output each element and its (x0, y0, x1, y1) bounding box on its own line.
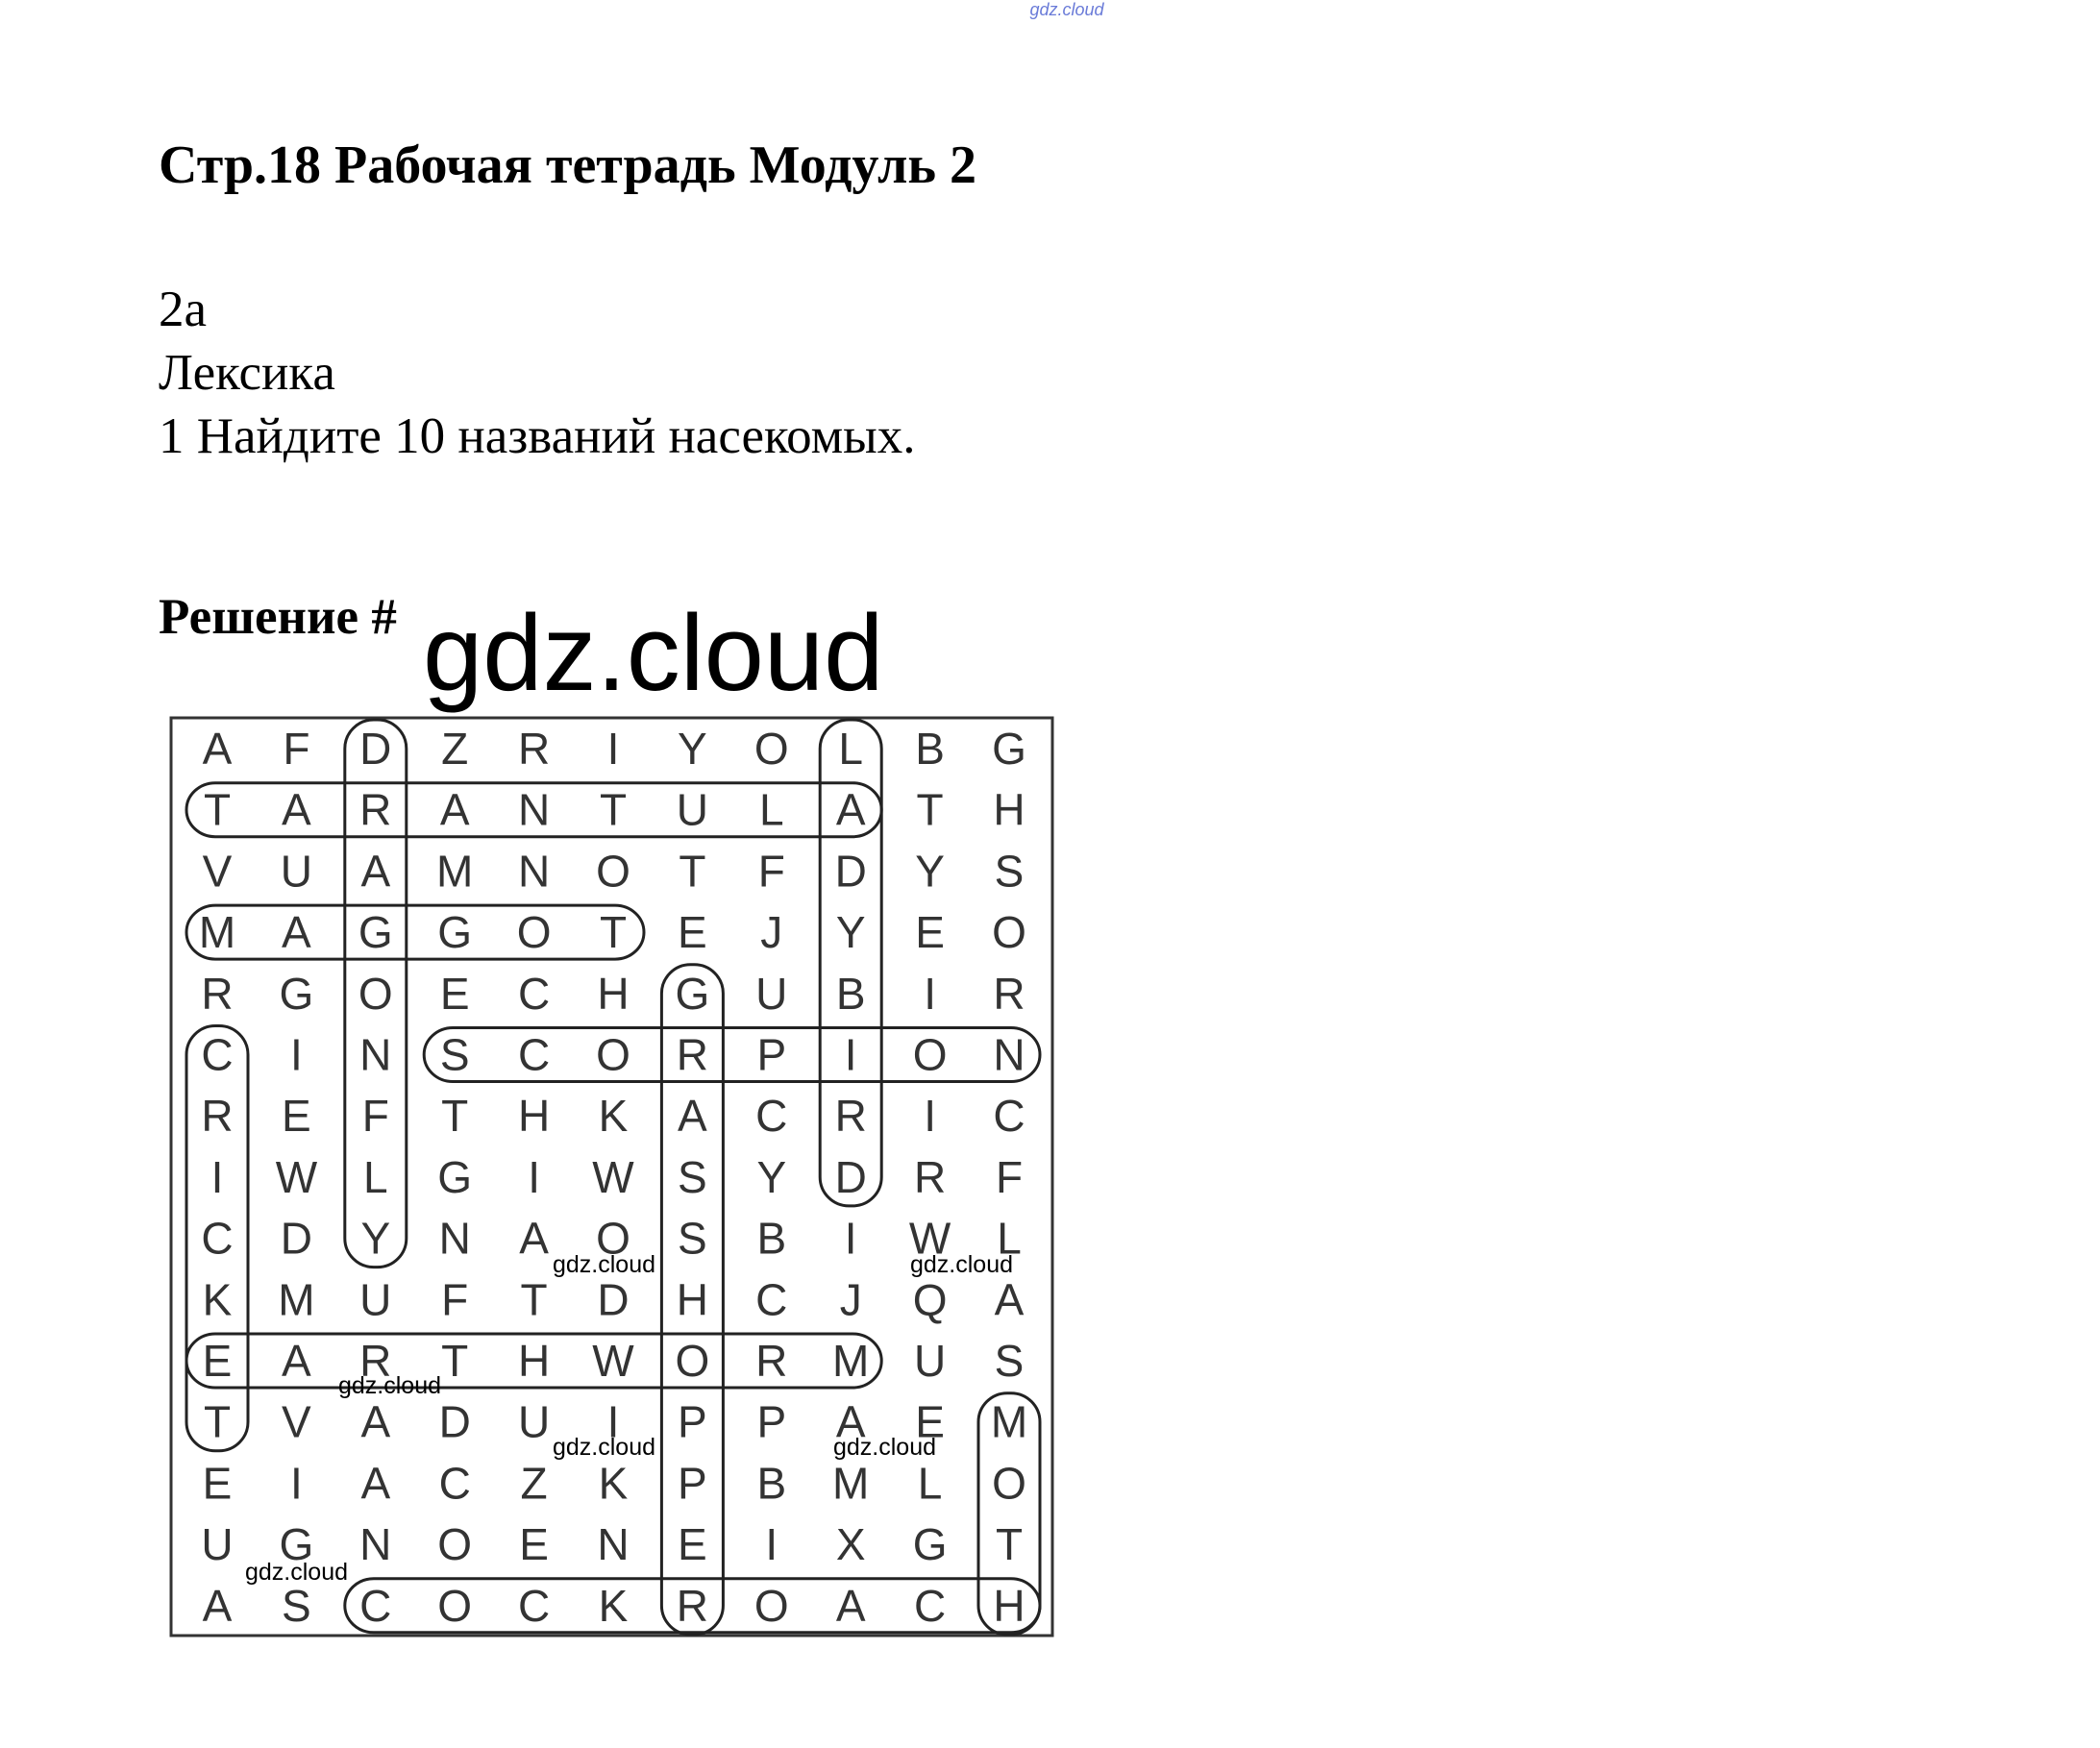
grid-letter: L (363, 1151, 388, 1202)
grid-letter: L (838, 724, 863, 774)
grid-letter: R (676, 1580, 709, 1631)
grid-letter: K (202, 1274, 233, 1325)
grid-letter: F (441, 1274, 469, 1325)
grid-letter: H (517, 1336, 551, 1386)
grid-letter: N (359, 1519, 392, 1570)
grid-letter: R (201, 968, 234, 1019)
grid-letter: U (755, 968, 788, 1019)
grid-letter: Y (835, 907, 866, 958)
grid-letter: T (995, 1519, 1024, 1570)
task-instruction: 1 Найдите 10 названий насекомых. (159, 408, 916, 464)
grid-letter: A (835, 784, 866, 835)
grid-letter: O (754, 1580, 789, 1631)
grid-letter: G (279, 968, 314, 1019)
grid-letter: X (835, 1519, 866, 1570)
grid-letter: V (282, 1396, 311, 1447)
grid-letter: G (992, 724, 1026, 774)
small-watermark: gdz.cloud (338, 1372, 442, 1399)
grid-letter: U (359, 1274, 392, 1325)
grid-letter: O (516, 907, 552, 958)
grid-letter: G (912, 1519, 948, 1570)
word-search-grid (168, 708, 1057, 1640)
grid-letter: M (990, 1396, 1028, 1447)
grid-letter: L (997, 1213, 1022, 1264)
grid-letter: I (606, 724, 620, 774)
grid-letter: O (912, 1029, 948, 1080)
grid-letter: E (915, 1396, 945, 1447)
grid-letter: I (844, 1029, 857, 1080)
grid-letter: I (290, 1029, 303, 1080)
grid-letter: S (282, 1580, 311, 1631)
grid-letter: O (992, 1458, 1026, 1509)
grid-letter: C (359, 1580, 392, 1631)
grid-letter: T (599, 784, 628, 835)
grid-letter: L (917, 1458, 943, 1509)
grid-letter: A (282, 784, 311, 835)
grid-letter: B (756, 1213, 787, 1264)
small-watermark: gdz.cloud (245, 1559, 349, 1586)
grid-letter: C (201, 1029, 234, 1080)
grid-letter: G (437, 907, 473, 958)
grid-letter: A (202, 1580, 233, 1631)
grid-letter: S (678, 1151, 707, 1202)
grid-letter: O (596, 1029, 630, 1080)
grid-letter: H (993, 784, 1025, 835)
grid-letter: I (290, 1458, 303, 1509)
grid-letter: W (908, 1213, 951, 1264)
circled-word-maggot (186, 905, 644, 959)
grid-letter: T (203, 784, 232, 835)
grid-letter: N (597, 1519, 630, 1570)
grid-letter: T (441, 1336, 469, 1386)
grid-letter: T (441, 1091, 469, 1142)
grid-letter: A (360, 1396, 391, 1447)
grid-letter: C (755, 1274, 788, 1325)
grid-letter: D (280, 1213, 313, 1264)
grid-letter: Z (441, 724, 469, 774)
grid-letter: F (283, 724, 310, 774)
exercise-number: 2a (159, 282, 208, 337)
grid-letter: G (437, 1151, 473, 1202)
grid-letter: E (202, 1458, 233, 1509)
page-title: Стр.18 Рабочая тетрадь Модуль 2 (159, 135, 977, 195)
grid-letter: O (596, 846, 630, 897)
grid-letter: E (282, 1091, 311, 1142)
grid-letter: S (678, 1213, 707, 1264)
grid-letter: R (755, 1336, 788, 1386)
grid-letter: O (358, 968, 393, 1019)
grid-letter: U (201, 1519, 234, 1570)
grid-letter: T (679, 846, 706, 897)
grid-letter: O (437, 1580, 473, 1631)
grid-letter: C (438, 1458, 471, 1509)
grid-letter: R (517, 724, 551, 774)
grid-letter: M (832, 1336, 870, 1386)
grid-letter: T (599, 907, 628, 958)
grid-letter: U (280, 846, 313, 897)
grid-letter: M (278, 1274, 315, 1325)
grid-letter: A (360, 846, 391, 897)
grid-letter: U (517, 1396, 551, 1447)
grid-letter: H (993, 1580, 1025, 1631)
grid-letter: T (520, 1274, 548, 1325)
grid-letter: I (924, 968, 936, 1019)
grid-letter: D (597, 1274, 630, 1325)
grid-letter: Y (360, 1213, 391, 1264)
grid-letter: N (517, 846, 551, 897)
grid-letter: D (359, 724, 392, 774)
grid-letter: N (993, 1029, 1025, 1080)
top-watermark: gdz.cloud (1029, 0, 1104, 19)
grid-letter: S (994, 1336, 1025, 1386)
grid-letter: A (678, 1091, 707, 1142)
grid-letter: K (598, 1091, 629, 1142)
grid-letter: W (592, 1336, 634, 1386)
small-watermark: gdz.cloud (833, 1434, 937, 1461)
grid-letter: Z (520, 1458, 548, 1509)
grid-letter: T (203, 1396, 232, 1447)
grid-letter: C (913, 1580, 947, 1631)
grid-letter: U (913, 1336, 947, 1386)
grid-letter: N (517, 784, 551, 835)
grid-letter: R (913, 1151, 947, 1202)
grid-letter: N (438, 1213, 471, 1264)
grid-letter: B (756, 1458, 787, 1509)
grid-letter: A (519, 1213, 549, 1264)
grid-letter: J (839, 1274, 862, 1325)
grid-letter: R (834, 1091, 867, 1142)
grid-letter: G (279, 1519, 314, 1570)
grid-letter: S (994, 846, 1025, 897)
grid-letter: A (202, 724, 233, 774)
grid-letter: T (916, 784, 944, 835)
grid-letter: A (439, 784, 470, 835)
grid-letter: K (598, 1580, 629, 1631)
grid-letter: I (210, 1151, 224, 1202)
grid-letter: Y (915, 846, 945, 897)
grid-letter: H (676, 1274, 709, 1325)
grid-letter: R (201, 1091, 234, 1142)
grid-letter: E (202, 1336, 233, 1386)
grid-letter: U (676, 784, 709, 835)
grid-letter: R (359, 1336, 392, 1386)
grid-letter: G (675, 968, 710, 1019)
grid-letter: M (198, 907, 236, 958)
grid-letter: J (760, 907, 783, 958)
grid-letter: Y (678, 724, 707, 774)
grid-letter: A (282, 907, 311, 958)
grid-letter: C (755, 1091, 788, 1142)
grid-letter: F (995, 1151, 1024, 1202)
grid-letter: I (765, 1519, 778, 1570)
small-watermark: gdz.cloud (553, 1251, 656, 1278)
grid-letter: O (596, 1213, 630, 1264)
grid-letter: R (359, 784, 392, 835)
grid-letter: A (360, 1458, 391, 1509)
grid-letter: R (993, 968, 1025, 1019)
grid-letter: V (202, 846, 233, 897)
grid-letter: S (439, 1029, 470, 1080)
grid-letter: C (517, 1029, 551, 1080)
grid-letter: M (832, 1458, 870, 1509)
grid-letter: F (361, 1091, 389, 1142)
grid-letter: I (924, 1091, 936, 1142)
grid-letter: H (517, 1091, 551, 1142)
grid-letter: A (282, 1336, 311, 1386)
grid-letter: B (835, 968, 866, 1019)
grid-letter: Q (912, 1274, 948, 1325)
grid-letter: I (528, 1151, 540, 1202)
grid-letter: O (992, 907, 1026, 958)
grid-letter: K (598, 1458, 629, 1509)
grid-letter: H (597, 968, 630, 1019)
grid-letter: D (834, 846, 867, 897)
grid-letter: F (757, 846, 785, 897)
grid-letter: A (835, 1580, 866, 1631)
grid-letter: E (678, 907, 707, 958)
grid-letter: P (756, 1029, 787, 1080)
grid-letter: C (201, 1213, 234, 1264)
grid-letter: P (756, 1396, 787, 1447)
grid-letter: O (675, 1336, 710, 1386)
grid-letter: P (678, 1458, 707, 1509)
circled-word-scorpion (424, 1028, 1040, 1082)
section-heading: Лексика (159, 345, 335, 401)
grid-letter: A (835, 1396, 866, 1447)
word-search-puzzle (168, 708, 1057, 1640)
grid-letter: D (834, 1151, 867, 1202)
grid-letter: L (759, 784, 784, 835)
grid-letter: N (359, 1029, 392, 1080)
grid-letter: P (678, 1396, 707, 1447)
grid-letter: B (915, 724, 945, 774)
grid-letter: R (676, 1029, 709, 1080)
grid-letter: O (437, 1519, 473, 1570)
grid-letter: W (275, 1151, 318, 1202)
grid-letter: O (754, 724, 789, 774)
grid-letter: E (915, 907, 945, 958)
grid-letter: D (438, 1396, 471, 1447)
grid-letter: C (517, 968, 551, 1019)
grid-letter: C (993, 1091, 1025, 1142)
big-watermark: gdz.cloud (423, 593, 884, 713)
grid-letter: Y (756, 1151, 787, 1202)
small-watermark: gdz.cloud (553, 1434, 656, 1461)
grid-letter: W (592, 1151, 634, 1202)
small-watermark: gdz.cloud (910, 1251, 1014, 1278)
grid-letter: E (678, 1519, 707, 1570)
grid-letter: C (517, 1580, 551, 1631)
grid-letter: I (844, 1213, 857, 1264)
grid-letter: M (436, 846, 474, 897)
solution-label: Решение # (159, 589, 397, 645)
grid-letter: A (994, 1274, 1025, 1325)
grid-letter: E (439, 968, 470, 1019)
grid-letter: E (519, 1519, 549, 1570)
grid-letter: G (358, 907, 393, 958)
grid-letter: I (606, 1396, 620, 1447)
